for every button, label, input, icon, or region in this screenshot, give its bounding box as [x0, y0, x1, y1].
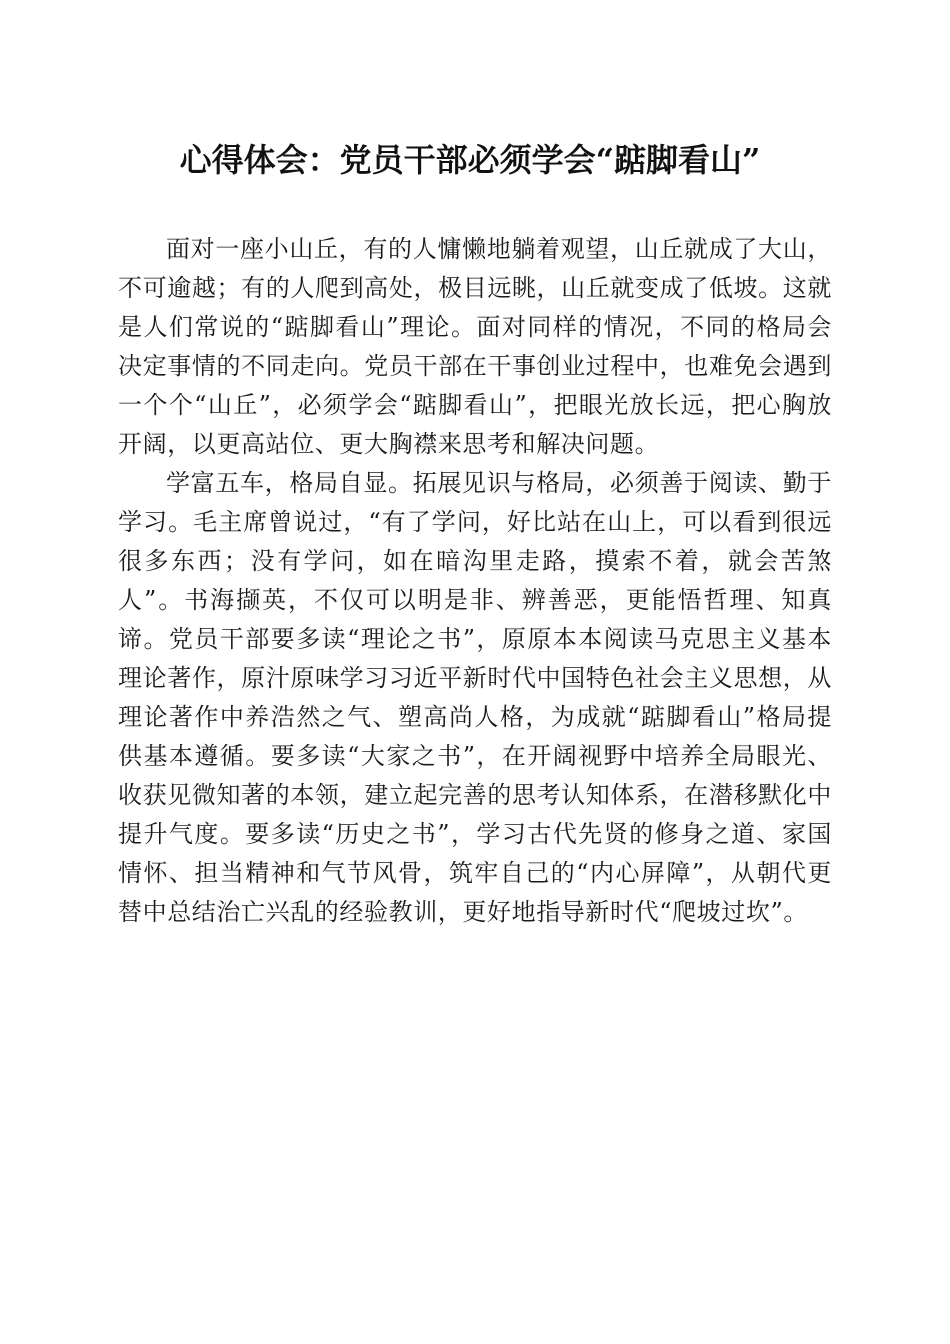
document-body	[118, 230, 832, 932]
paragraph-2: 学富五车，格局自显。拓展见识与格局，必须善于阅读、勤于学习。毛主席曾说过，“有了学问，好比站在山上，可以看到很远很多东西；没有学问，如在暗沟里走路，摸索不着，就会苦煞人”。书海撷英，不仅可以明是非、辨善恶，更能悟哲理、知真谛。党员干部要多读“理论之书”，原原本本阅读马克思主义基本理论著作，原汁原味学习习近平新时代中国特色社会主义思想，从理论著作中养浩然之气、塑高尚人格，为成就“踮脚看山”格局提供基本遵循。要多读“大家之书”，在开阔视野中培养全局眼光、收获见微知著的本领，建立起完善的思考认知体系，在潜移默化中提升气度。要多读“历史之书”，学习古代先贤的修身之道、家国情怀、担当精神和气节风骨，筑牢自己的“内心屏障”，从朝代更替中总结治亡兴乱的经验教训，更好地指导新时代“爬坡过坎”。	[118, 469, 832, 926]
document-title: 心得体会：党员干部必须学会“踮脚看山”	[179, 141, 761, 179]
paragraph-1: 面对一座小山丘，有的人慵懒地躺着观望，山丘就成了大山，不可逾越；有的人爬到高处，极目远眺，山丘就变成了低坡。这就是人们常说的“踮脚看山”理论。面对同样的情况，不同的格局会决定事情的不同走向。党员干部在干事创业过程中，也难免会遇到一个个“山丘”，必须学会“踮脚看山”，把眼光放长远，把心胸放开阔，以更高站位、更大胸襟来思考和解决问题。	[118, 235, 832, 458]
